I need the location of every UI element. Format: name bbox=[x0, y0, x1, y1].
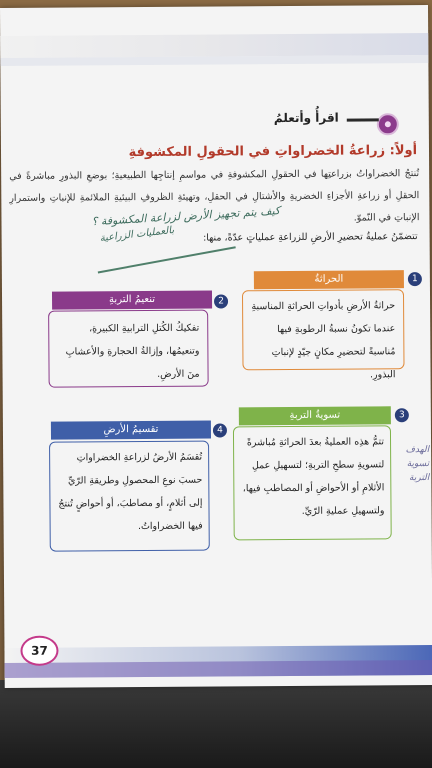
card-land-division bbox=[49, 441, 210, 552]
card-text-soil-smoothing: تفكيكُ الكُتلِ الترابيةِ الكبيرةِ، وتنعيمُها، وإزالةُ الحجارةِ والأعشابِ منَ الأرضِ. bbox=[65, 322, 200, 380]
card-title-land-division: تقسيمُ الأرضِ bbox=[51, 421, 211, 440]
card-text-soil-leveling: تتمُّ هذِه العمليةُ بعدَ الحراثةِ مُباشرةً لتسويةِ سطحِ التربةِ؛ لتسهيلِ عملِ الأثلامِ أو الأحواضِ أو المصاطبِ فيها، ولتسهيلِ عمليةِ الرّيِّ. bbox=[242, 436, 385, 517]
section-underline bbox=[347, 118, 379, 121]
card-number-4: 4 bbox=[213, 423, 227, 437]
card-soil-smoothing bbox=[48, 310, 209, 388]
card-text-land-division: تُقسَمُ الأرضُ لزراعةِ الخضراواتِ حسبَ نوعِ المحصولِ وطريقةِ الرّيِّ إلى أثلامٍ، أو مصاطبَ، أو أحواضٍ تُنتجُ فيها الخضراواتُ. bbox=[58, 451, 203, 533]
background-bottom bbox=[0, 680, 432, 768]
top-stripe-secondary bbox=[0, 55, 428, 66]
card-title-soil-leveling: تسويةُ التربةِ bbox=[239, 406, 391, 425]
card-number-2: 2 bbox=[214, 294, 228, 308]
card-soil-leveling bbox=[233, 425, 392, 540]
handwritten-underline bbox=[98, 246, 236, 273]
intro-question: تتضمّنُ عمليةُ تحضيرِ الأرضِ للزراعةِ عملياتٍ عدّةً، منها: bbox=[203, 231, 418, 244]
page-number: 37 bbox=[20, 636, 58, 666]
card-title-soil-smoothing: تنعيمُ التربةِ bbox=[52, 291, 212, 310]
card-plowing bbox=[242, 289, 405, 381]
handwritten-note: كيف يتم تجهيز الأرض لزراعة المكشوفة ؟ bbox=[91, 204, 281, 229]
card-text-plowing: حراثةُ الأرضِ بأدواتِ الحراثةِ المناسبةِ عندما تكونُ نسبةُ الرطوبةِ فيها مُناسبةً لتحضيرِ مكانٍ جيّدٍ لإنباتِ البذورِ. bbox=[251, 300, 396, 381]
top-stripe bbox=[0, 33, 428, 58]
footer-band-accent bbox=[5, 660, 432, 678]
read-learn-icon bbox=[377, 113, 399, 135]
card-title-plowing: الحراثةُ bbox=[254, 270, 404, 289]
card-number-3: 3 bbox=[395, 408, 409, 422]
handwritten-note-2: بالعمليات الزراعية bbox=[99, 224, 175, 245]
intro-paragraph: تُنتجُ الخضراواتُ بزراعتِها في الحقولِ المكشوفةِ في مواسمِ إنتاجِها الطبيعيةِ؛ بوضعِ البذورِ مباشرةً في الحقلِ أو زراعةِ الأجزاءِ الخضريةِ والأشتالِ في الحقلِ، وتهيئةِ الظروفِ البيئيةِ الملائمةِ للإنباتِ واستمرارِ الإنباتِ في النّموّ. bbox=[9, 168, 420, 224]
lesson-heading: أولاً: زراعةُ الخضراواتِ في الحقولِ المكشوفةِ bbox=[128, 143, 418, 161]
margin-handwritten-note: الهدف تسوية التربة bbox=[405, 445, 430, 484]
textbook-page bbox=[0, 5, 432, 688]
section-label: اقرأُ وأتعلمُ bbox=[273, 110, 339, 126]
card-number-1: 1 bbox=[408, 272, 422, 286]
